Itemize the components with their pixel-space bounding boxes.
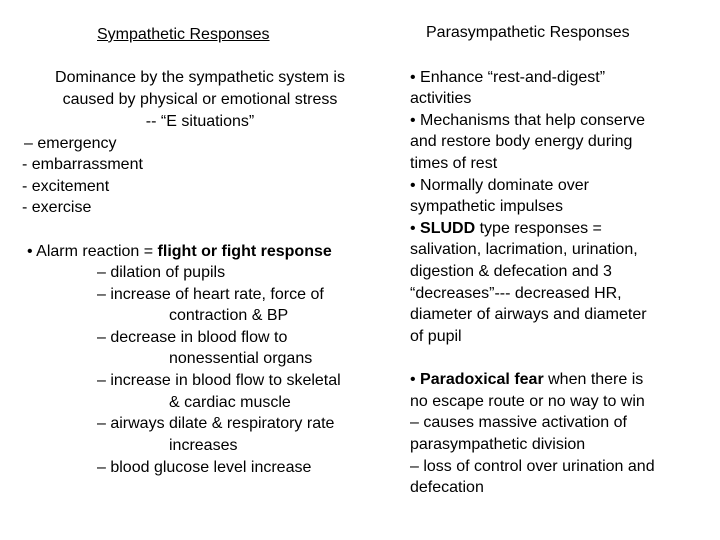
para-line: “decreases”--- decreased HR, bbox=[410, 285, 622, 302]
alarm-item: – blood glucose level increase bbox=[97, 459, 312, 476]
alarm-item: nonessential organs bbox=[169, 350, 313, 367]
para-line: times of rest bbox=[410, 155, 498, 172]
intro-line: -- “E situations” bbox=[145, 113, 255, 130]
sludd-prefix: • bbox=[410, 220, 421, 237]
para-line: • Enhance “rest-and-digest” bbox=[410, 69, 606, 86]
para-line: • Normally dominate over bbox=[410, 177, 589, 194]
para-line: of pupil bbox=[410, 328, 462, 345]
para-line: digestion & defecation and 3 bbox=[410, 263, 612, 280]
fear-prefix: • bbox=[410, 371, 421, 388]
para-line: salivation, lacrimation, urination, bbox=[410, 241, 638, 258]
parasympathetic-title: Parasympathetic Responses bbox=[426, 24, 630, 41]
para-line: defecation bbox=[410, 479, 484, 496]
alarm-item: – decrease in blood flow to bbox=[97, 329, 288, 346]
intro-line: Dominance by the sympathetic system is bbox=[55, 69, 345, 86]
para-line: • Mechanisms that help conserve bbox=[410, 112, 646, 129]
para-line: activities bbox=[410, 90, 472, 107]
para-line: diameter of airways and diameter bbox=[410, 306, 647, 323]
para-line: and restore body energy during bbox=[410, 133, 633, 150]
e-situation-item: – emergency bbox=[24, 135, 117, 152]
alarm-item: & cardiac muscle bbox=[169, 394, 291, 411]
alarm-item: increases bbox=[169, 437, 238, 454]
alarm-reaction-line bbox=[27, 242, 332, 261]
paradoxical-fear-line bbox=[410, 370, 643, 389]
para-line: – causes massive activation of bbox=[410, 414, 627, 431]
para-line: sympathetic impulses bbox=[410, 198, 563, 215]
fear-suffix: when there is bbox=[543, 371, 644, 388]
sludd-bold: SLUDD bbox=[420, 220, 476, 237]
intro-line: caused by physical or emotional stress bbox=[62, 91, 338, 108]
para-line: no escape route or no way to win bbox=[410, 393, 645, 410]
sludd-suffix: type responses = bbox=[475, 220, 602, 237]
e-situation-item: - excitement bbox=[22, 178, 110, 195]
alarm-reaction-bold: flight or fight response bbox=[157, 243, 332, 260]
alarm-item: – increase in blood flow to skeletal bbox=[97, 372, 341, 389]
para-line: parasympathetic division bbox=[410, 436, 586, 453]
alarm-item: – dilation of pupils bbox=[97, 264, 226, 281]
sludd-line bbox=[410, 219, 602, 238]
alarm-item: contraction & BP bbox=[169, 307, 289, 324]
alarm-item: – increase of heart rate, force of bbox=[97, 286, 324, 303]
sympathetic-title: Sympathetic Responses bbox=[97, 26, 270, 43]
para-line: – loss of control over urination and bbox=[410, 458, 655, 475]
alarm-reaction-prefix: • Alarm reaction = bbox=[27, 243, 158, 260]
e-situation-item: - exercise bbox=[22, 199, 92, 216]
alarm-item: – airways dilate & respiratory rate bbox=[97, 415, 335, 432]
fear-bold: Paradoxical fear bbox=[420, 371, 544, 388]
e-situation-item: - embarrassment bbox=[22, 156, 143, 173]
